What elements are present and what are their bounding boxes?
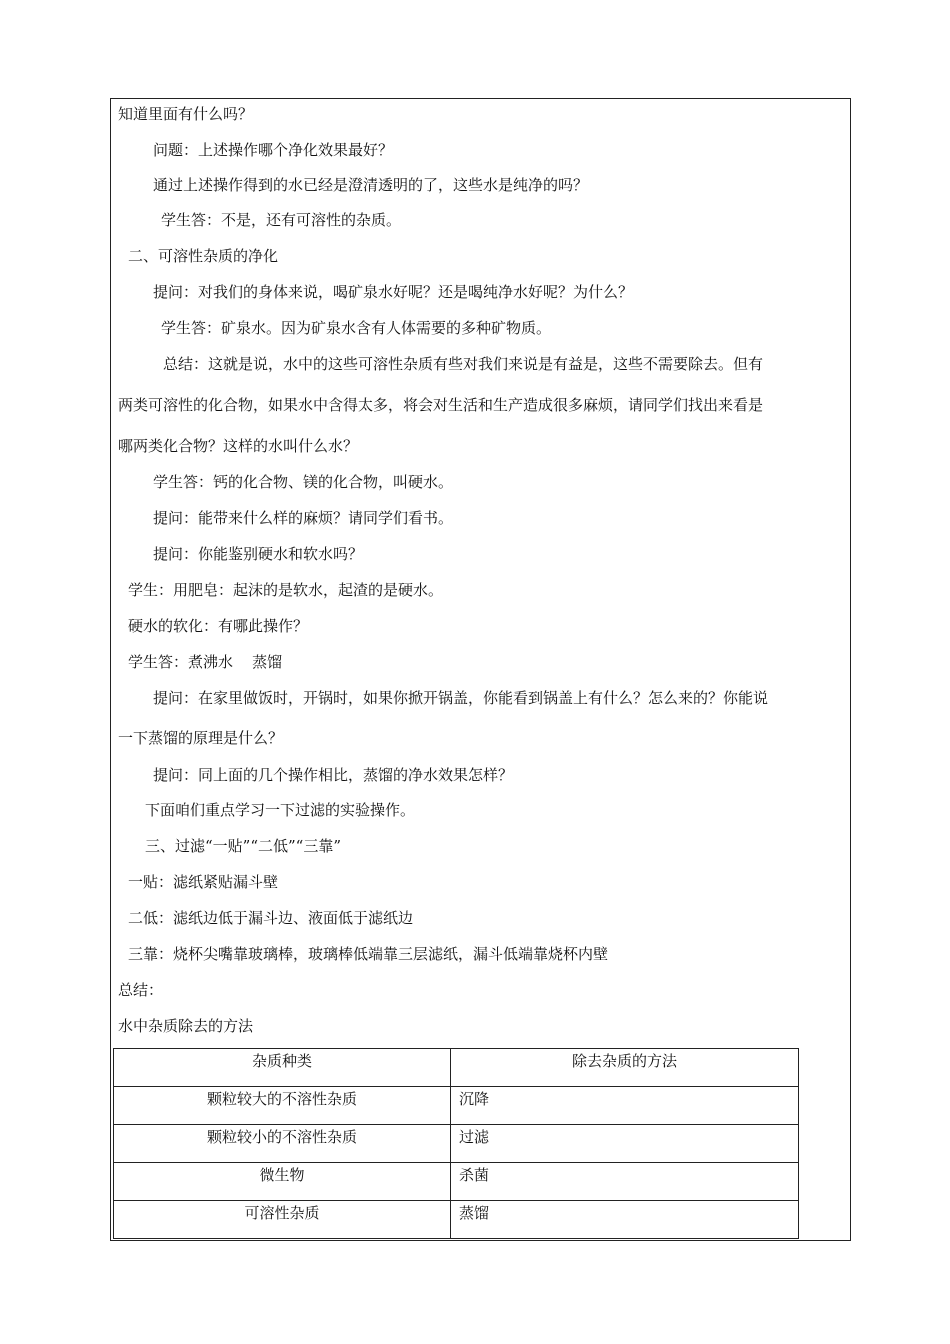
text-line: 提问：在家里做饭时，开锅时，如果你掀开锅盖，你能看到锅盖上有什么？怎么来的？你能说 <box>153 689 769 707</box>
text-line: 二低：滤纸边低于漏斗边、液面低于滤纸边 <box>128 909 414 927</box>
text-line: 通过上述操作得到的水已经是澄清透明的了，这些水是纯净的吗？ <box>153 176 589 194</box>
text-line: 提问：对我们的身体来说，喝矿泉水好呢？还是喝纯净水好呢？为什么？ <box>153 283 634 301</box>
text-line: 哪两类化合物？这样的水叫什么水？ <box>118 437 359 455</box>
text-line: 总结：这就是说，水中的这些可溶性杂质有些对我们来说是有益是，这些不需要除去。但有 <box>163 355 764 373</box>
text-line: 下面咱们重点学习一下过滤的实验操作。 <box>145 801 416 819</box>
table-row <box>114 1087 799 1125</box>
impurity-removal-table <box>113 1048 799 1239</box>
text-line: 学生答：钙的化合物、镁的化合物，叫硬水。 <box>153 473 454 491</box>
table-row <box>114 1163 799 1201</box>
text-line: 学生答：不是，还有可溶性的杂质。 <box>161 211 402 229</box>
table-row <box>114 1201 799 1239</box>
text-line: 学生：用肥皂：起沫的是软水，起渣的是硬水。 <box>128 581 444 599</box>
text-line: 两类可溶性的化合物，如果水中含得太多，将会对生活和生产造成很多麻烦，请同学们找出来看是 <box>118 396 764 414</box>
text-line: 问题：上述操作哪个净化效果最好？ <box>153 141 394 159</box>
removal-method-cell: 沉降 <box>451 1087 799 1125</box>
table-row <box>114 1125 799 1163</box>
text-line: 一贴：滤纸紧贴漏斗壁 <box>128 873 279 891</box>
section-heading: 二、可溶性杂质的净化 <box>128 247 279 265</box>
table-header-row <box>114 1049 799 1087</box>
table-caption: 水中杂质除去的方法 <box>118 1017 254 1035</box>
impurity-type-cell: 微生物 <box>114 1163 451 1201</box>
text-line: 学生答：煮沸水 蒸馏 <box>128 653 283 671</box>
removal-method-cell: 杀菌 <box>451 1163 799 1201</box>
text-line: 提问：你能鉴别硬水和软水吗？ <box>153 545 364 563</box>
column-header-removal-method: 除去杂质的方法 <box>451 1049 799 1087</box>
removal-method-cell: 蒸馏 <box>451 1201 799 1239</box>
text-line: 三靠：烧杯尖嘴靠玻璃棒，玻璃棒低端靠三层滤纸，漏斗低端靠烧杯内壁 <box>128 945 609 963</box>
text-line: 总结： <box>118 981 164 999</box>
impurity-type-cell: 颗粒较大的不溶性杂质 <box>114 1087 451 1125</box>
text-line: 学生答：矿泉水。因为矿泉水含有人体需要的多种矿物质。 <box>161 319 552 337</box>
text-line: 一下蒸馏的原理是什么？ <box>118 729 284 747</box>
impurity-type-cell: 颗粒较小的不溶性杂质 <box>114 1125 451 1163</box>
text-line: 硬水的软化：有哪此操作？ <box>128 617 309 635</box>
text-line: 提问：同上面的几个操作相比，蒸馏的净水效果怎样？ <box>153 766 514 784</box>
text-line: 提问：能带来什么样的麻烦？请同学们看书。 <box>153 509 454 527</box>
column-header-impurity-type: 杂质种类 <box>114 1049 451 1087</box>
removal-method-cell: 过滤 <box>451 1125 799 1163</box>
section-heading: 三、过滤“一贴”“二低”“三靠” <box>145 837 342 855</box>
text-line: 知道里面有什么吗？ <box>118 105 254 123</box>
impurity-type-cell: 可溶性杂质 <box>114 1201 451 1239</box>
